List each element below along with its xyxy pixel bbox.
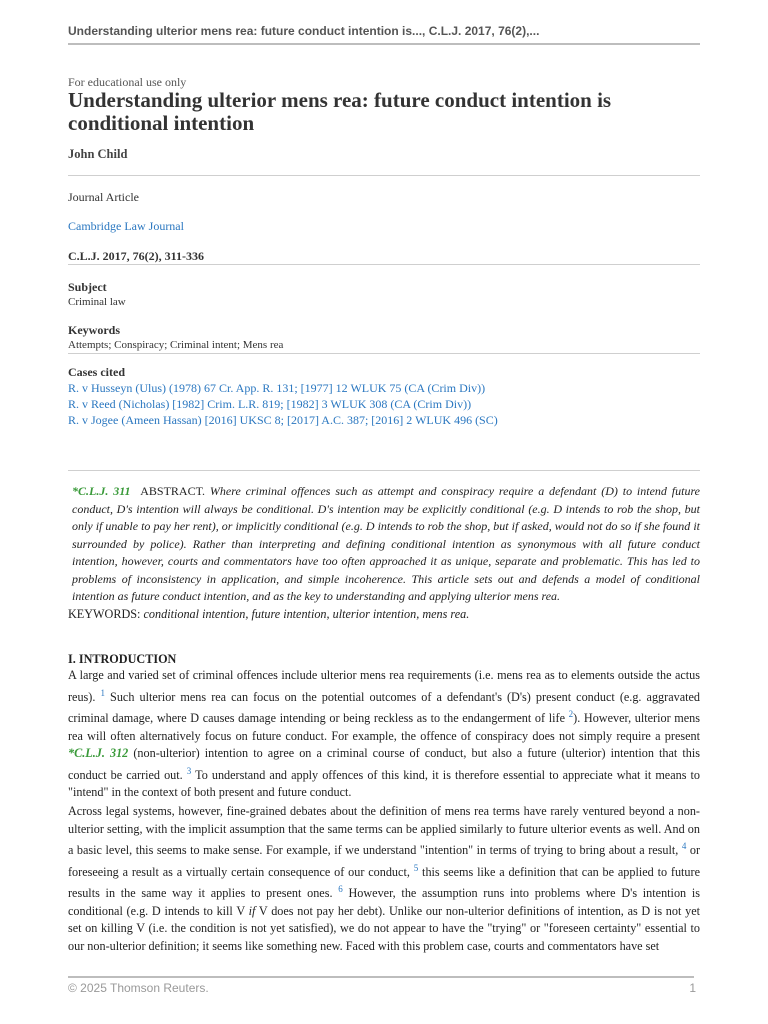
copyright-text: © 2025 Thomson Reuters. bbox=[68, 981, 209, 995]
divider bbox=[68, 264, 700, 265]
footer bbox=[68, 981, 696, 995]
paragraph-text: if bbox=[248, 903, 256, 918]
paragraph-text: (non-ulterior) intention to agree on a criminal course of conduct, but also a future (ulterior) intention that this conduct be carried out. bbox=[68, 746, 701, 782]
article-keywords-text: conditional intention, future intention, ulterior intention, mens rea. bbox=[143, 607, 470, 621]
paragraph-text: or foreseeing a result as a virtually certain consequence of our conduct, bbox=[68, 843, 701, 879]
section-heading: I. INTRODUCTION bbox=[68, 652, 177, 666]
keywords-value: Attempts; Conspiracy; Criminal intent; Mens rea bbox=[68, 339, 284, 351]
page-marker: *C.L.J. 312 bbox=[68, 746, 129, 761]
paragraph-text: To understand and apply offences of this kind, it is therefore essential to appreciate what it means to "intend" in the context of both present and future conduct. bbox=[68, 767, 700, 800]
keywords-label: Keywords bbox=[68, 323, 120, 337]
case-link[interactable]: R. v Jogee (Ameen Hassan) [2016] UKSC 8; [2017] A.C. 387; [2016] 2 WLUK 496 (SC) bbox=[68, 413, 498, 427]
citation: C.L.J. 2017, 76(2), 311-336 bbox=[68, 249, 204, 263]
paragraph-text: V does not pay her debt). Unlike our non-ulterior definitions of intention, as D is not yet set on killing V (i.e. the condition is not yet satisfied), we do not appear to have the "trying" or "foreseen certainty" essential to our non-ulterior definition; it seems like something new. Faced with this problem case, courts and commentators have set bbox=[68, 903, 700, 953]
cases-label: Cases cited bbox=[68, 365, 125, 379]
author-name: John Child bbox=[68, 147, 128, 161]
subject-label: Subject bbox=[68, 280, 107, 294]
paragraph-text: However, the assumption runs into problems where D's intention is conditional (e.g. D intends to kill V bbox=[68, 886, 700, 918]
abstract bbox=[68, 483, 700, 606]
paragraph-text: this seems like a definition that can be applied to future results in the same way it applies to present ones. bbox=[68, 864, 700, 901]
abstract-label: ABSTRACT. bbox=[140, 484, 206, 498]
paragraph bbox=[68, 667, 700, 802]
journal-link[interactable]: Cambridge Law Journal bbox=[68, 219, 184, 233]
document-title: Understanding ulterior mens rea: future conduct intention is conditional intention bbox=[68, 88, 612, 135]
abstract-text: Where criminal offences such as attempt and conspiracy require a defendant (D) to intend future conduct, D's intention will always be conditional. D's intention may be explicitly conditional (e.g. D intends to rob the shop, but only if unable to pay her rent), or implicitly conditional (e.g. D intends to rob the shop, but if asked, would not do so if she found it surrounded by police). Rather than interpreting and defining conditional intention as synonymous with all future conduct intention, however, courts and commentators have too often approached it as unique, separate and problematic. This has led to problems of inconsistency in application, and simple incoherence. This article sets out and defends a model of conditional intention as future conduct intention, and as the key to understanding and applying ulterior mens rea. bbox=[72, 484, 701, 603]
header-divider bbox=[68, 43, 700, 45]
paragraph-text: A large and varied set of criminal offences include ulterior mens rea requirements (i.e. mens rea as to elements outside the actus reus). bbox=[68, 668, 700, 704]
footnote-link[interactable]: 4 bbox=[681, 841, 687, 851]
footnote-link[interactable]: 3 bbox=[186, 765, 192, 776]
subject-value: Criminal law bbox=[68, 296, 126, 308]
document-type: Journal Article bbox=[68, 190, 139, 204]
divider bbox=[68, 175, 700, 176]
footnote-link[interactable]: 2 bbox=[568, 709, 574, 720]
case-link[interactable]: R. v Husseyn (Ulus) (1978) 67 Cr. App. R. 131; [1977] 12 WLUK 75 (CA (Crim Div)) bbox=[68, 381, 486, 395]
case-link[interactable]: R. v Reed (Nicholas) [1982] Crim. L.R. 819; [1982] 3 WLUK 308 (CA (Crim Div)) bbox=[68, 397, 472, 411]
page-number: 1 bbox=[689, 981, 696, 995]
running-header: Understanding ulterior mens rea: future conduct intention is..., C.L.J. 2017, 76(2),... bbox=[68, 24, 540, 38]
page-marker: *C.L.J. 311 bbox=[72, 484, 131, 498]
subject-section bbox=[68, 280, 126, 308]
footnote-link[interactable]: 6 bbox=[338, 884, 343, 895]
article-keywords bbox=[68, 606, 700, 624]
footnote-link[interactable]: 5 bbox=[413, 862, 419, 873]
keywords-section bbox=[68, 323, 283, 351]
footnote-link[interactable]: 1 bbox=[100, 687, 105, 698]
divider bbox=[68, 470, 700, 471]
article-keywords-label: KEYWORDS: bbox=[68, 607, 141, 621]
footer-divider bbox=[68, 976, 694, 978]
usage-notice: For educational use only bbox=[68, 75, 187, 89]
paragraph-text: Such ulterior mens rea can focus on the potential outcomes of a defendant's (D's) present conduct (e.g. aggravated criminal damage, where D causes damage intending or being reckless as to the endangerment of life bbox=[68, 689, 700, 726]
divider bbox=[68, 353, 700, 354]
paragraph bbox=[68, 803, 700, 955]
cases-cited-section bbox=[68, 364, 708, 428]
paragraph-text: Across legal systems, however, fine-grained debates about the definition of mens rea terms have rarely ventured beyond a non-ulterior setting, with the implicit assumption that the same terms can be applied similarly to future ulterior events as well. And on a basic level, this seems to make sense. For example, if we understand "intention" in terms of trying to bring about a result, bbox=[68, 804, 700, 858]
paragraph-text: ). However, ulterior mens rea will often alternatively focus on future conduct. For example, the offence of conspiracy does not simply require a present bbox=[68, 711, 701, 743]
